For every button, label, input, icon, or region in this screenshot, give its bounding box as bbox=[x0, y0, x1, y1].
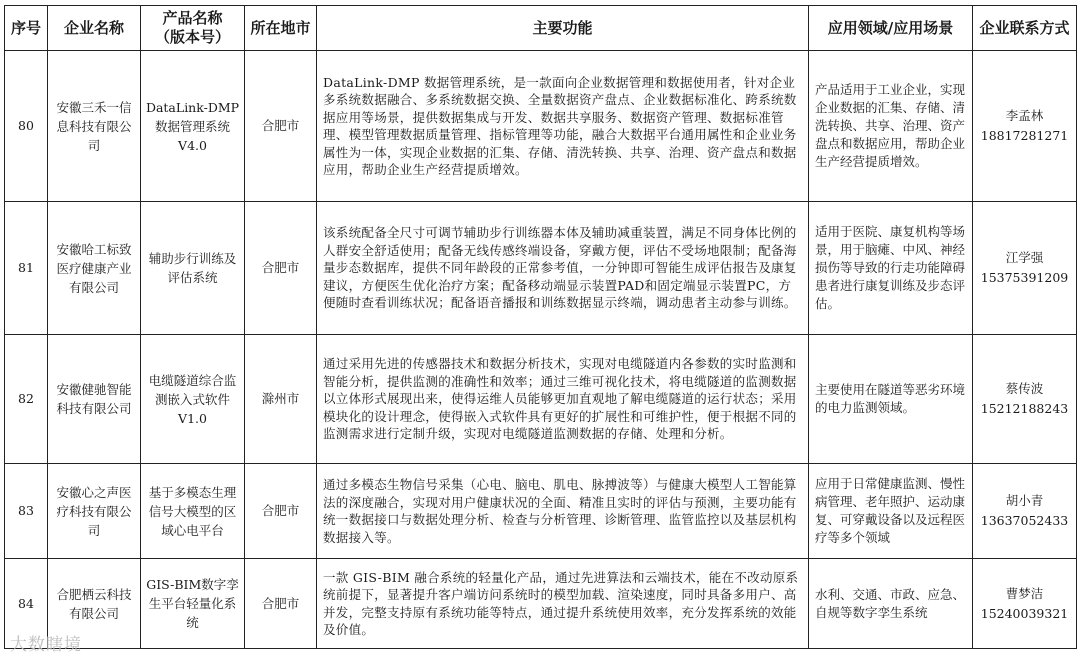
header-application: 应用领域/应用场景 bbox=[809, 6, 973, 51]
table-row bbox=[5, 202, 1077, 335]
contact-phone: 15240039321 bbox=[980, 605, 1069, 621]
contact-phone: 15212188243 bbox=[980, 401, 1069, 416]
product-table bbox=[4, 5, 1077, 649]
row-application: 主要使用在隧道等恶劣环境的电力监测领域。 bbox=[809, 335, 973, 464]
row-city: 合肥市 bbox=[245, 202, 317, 335]
row-contact bbox=[973, 202, 1077, 335]
header-product-line2: （版本号） bbox=[154, 28, 230, 46]
contact-name: 蔡传波 bbox=[1005, 381, 1044, 396]
row-function: DataLink-DMP 数据管理系统，是一款面向企业数据管理和数据使用者，针对企业多系统数据融合、多系统数据交换、全量数据资产盘点、企业数据标准化、跨系统数据应用等场景，提供数据集成与开发、数据共享服务、数据资产管理、数据标准管理、模型管理数据质量管理、指标管理等功能，融合大数据平台通用属性和企业业务属性为一体，实现企业数据的汇集、存储、清洗转换、共享、治理、资产盘点和数据应用，帮助企业生产经营提质增效。 bbox=[317, 51, 809, 202]
row-contact bbox=[973, 464, 1077, 559]
row-company: 安徽哈工标致医疗健康产业有限公司 bbox=[48, 202, 141, 335]
row-company: 安徽心之声医疗科技有限公司 bbox=[48, 464, 141, 559]
row-product: GIS-BIM数字孪生平台轻量化系统 bbox=[141, 559, 245, 649]
row-city: 合肥市 bbox=[245, 51, 317, 202]
table-row bbox=[5, 51, 1077, 202]
contact-name: 江学强 bbox=[1005, 250, 1044, 265]
row-product: 辅助步行训练及评估系统 bbox=[141, 202, 245, 335]
row-application: 产品适用于工业企业，实现企业数据的汇集、存储、清洗转换、共享、治理、资产盘点和数据应用，帮助企业生产经营提质增效。 bbox=[809, 51, 973, 202]
header-city: 所在地市 bbox=[245, 6, 317, 51]
row-product: 电缆隧道综合监测嵌入式软件 V1.0 bbox=[141, 335, 245, 464]
row-application: 水利、交通、市政、应急、自规等数字孪生系统 bbox=[809, 559, 973, 649]
row-function: 通过多模态生物信号采集（心电、脑电、肌电、脉搏波等）与健康大模型人工智能算法的深度融合，实现对用户健康状况的全面、精准且实时的评估与预测，主要功能有统一数据接口与数据处理分析、检查与分析管理、诊断管理、监管监控以及基层机构数据接入等。 bbox=[317, 464, 809, 559]
row-contact bbox=[973, 335, 1077, 464]
row-seq: 82 bbox=[5, 335, 48, 464]
row-company: 合肥栖云科技有限公司 bbox=[48, 559, 141, 649]
row-seq: 83 bbox=[5, 464, 48, 559]
contact-phone: 18817281271 bbox=[980, 128, 1069, 143]
row-seq: 84 bbox=[5, 559, 48, 649]
contact-name: 曹梦洁 bbox=[1005, 585, 1044, 601]
table-row bbox=[5, 559, 1077, 649]
row-product: 基于多模态生理信号大模型的区域心电平台 bbox=[141, 464, 245, 559]
row-application: 适用于医院、康复机构等场景，用于脑瘫、中风、神经损伤等导致的行走功能障碍患者进行康复训练及步态评估。 bbox=[809, 202, 973, 335]
watermark: 大数瞎境 bbox=[10, 635, 82, 655]
contact-name: 李孟林 bbox=[1005, 108, 1044, 123]
row-company: 安徽健驰智能科技有限公司 bbox=[48, 335, 141, 464]
row-city: 合肥市 bbox=[245, 559, 317, 649]
row-product: DataLink-DMP数据管理系统V4.0 bbox=[141, 51, 245, 202]
row-city: 滁州市 bbox=[245, 335, 317, 464]
header-product bbox=[141, 6, 245, 51]
row-contact bbox=[973, 51, 1077, 202]
header-function: 主要功能 bbox=[317, 6, 809, 51]
row-seq: 81 bbox=[5, 202, 48, 335]
contact-name: 胡小青 bbox=[1005, 493, 1044, 508]
row-application: 应用于日常健康监测、慢性病管理、老年照护、运动康复、可穿戴设备以及远程医疗等多个领域 bbox=[809, 464, 973, 559]
contact-phone: 15375391209 bbox=[980, 270, 1069, 285]
header-row bbox=[5, 6, 1077, 51]
row-function: 该系统配备全尺寸可调节辅助步行训练器本体及辅助减重装置，满足不同身体比例的人群安全舒适使用；配备无线传感终端设备，穿戴方便，评估不受场地限制；配备海量步态数据库，提供不同年龄段的正常参考值，一分钟即可智能生成评估报告及康复建议，方便医生优化治疗方案；配备移动端显示装置PAD和固定端显示装置PC，方便随时查看训练状况；配备语音播报和训练数据显示终端，调动患者主动参与训练。 bbox=[317, 202, 809, 335]
table-row bbox=[5, 335, 1077, 464]
row-function: 一款 GIS-BIM 融合系统的轻量化产品，通过先进算法和云端技术，能在不改动原系统前提下，显著提升客户端访问系统时的模型加载、渲染速度，同时具备多用户、高并发，完整支持原有系统功能等特点，通过提升系统使用效率，充分发挥系统的效能及价值。 bbox=[317, 559, 809, 649]
contact-phone: 13637052433 bbox=[980, 513, 1069, 528]
row-company: 安徽三禾一信息科技有限公司 bbox=[48, 51, 141, 202]
header-contact: 企业联系方式 bbox=[973, 6, 1077, 51]
row-function: 通过采用先进的传感器技术和数据分析技术，实现对电缆隧道内各参数的实时监测和智能分析，提供监测的准确性和效率；通过三维可视化技术，将电缆隧道的监测数据以立体形式展现出来，使得运维人员能够更加直观地了解电缆隧道的运行状态；采用模块化的设计理念，使得嵌入式软件具有更好的扩展性和可维护性，便于根据不同的监测需求进行定制升级，实现对电缆隧道监测数据的存储、处理和分析。 bbox=[317, 335, 809, 464]
row-contact bbox=[973, 559, 1077, 649]
row-city: 合肥市 bbox=[245, 464, 317, 559]
table-row bbox=[5, 464, 1077, 559]
row-seq: 80 bbox=[5, 51, 48, 202]
header-seq: 序号 bbox=[5, 6, 48, 51]
header-company: 企业名称 bbox=[48, 6, 141, 51]
header-product-line1: 产品名称 bbox=[162, 9, 223, 27]
